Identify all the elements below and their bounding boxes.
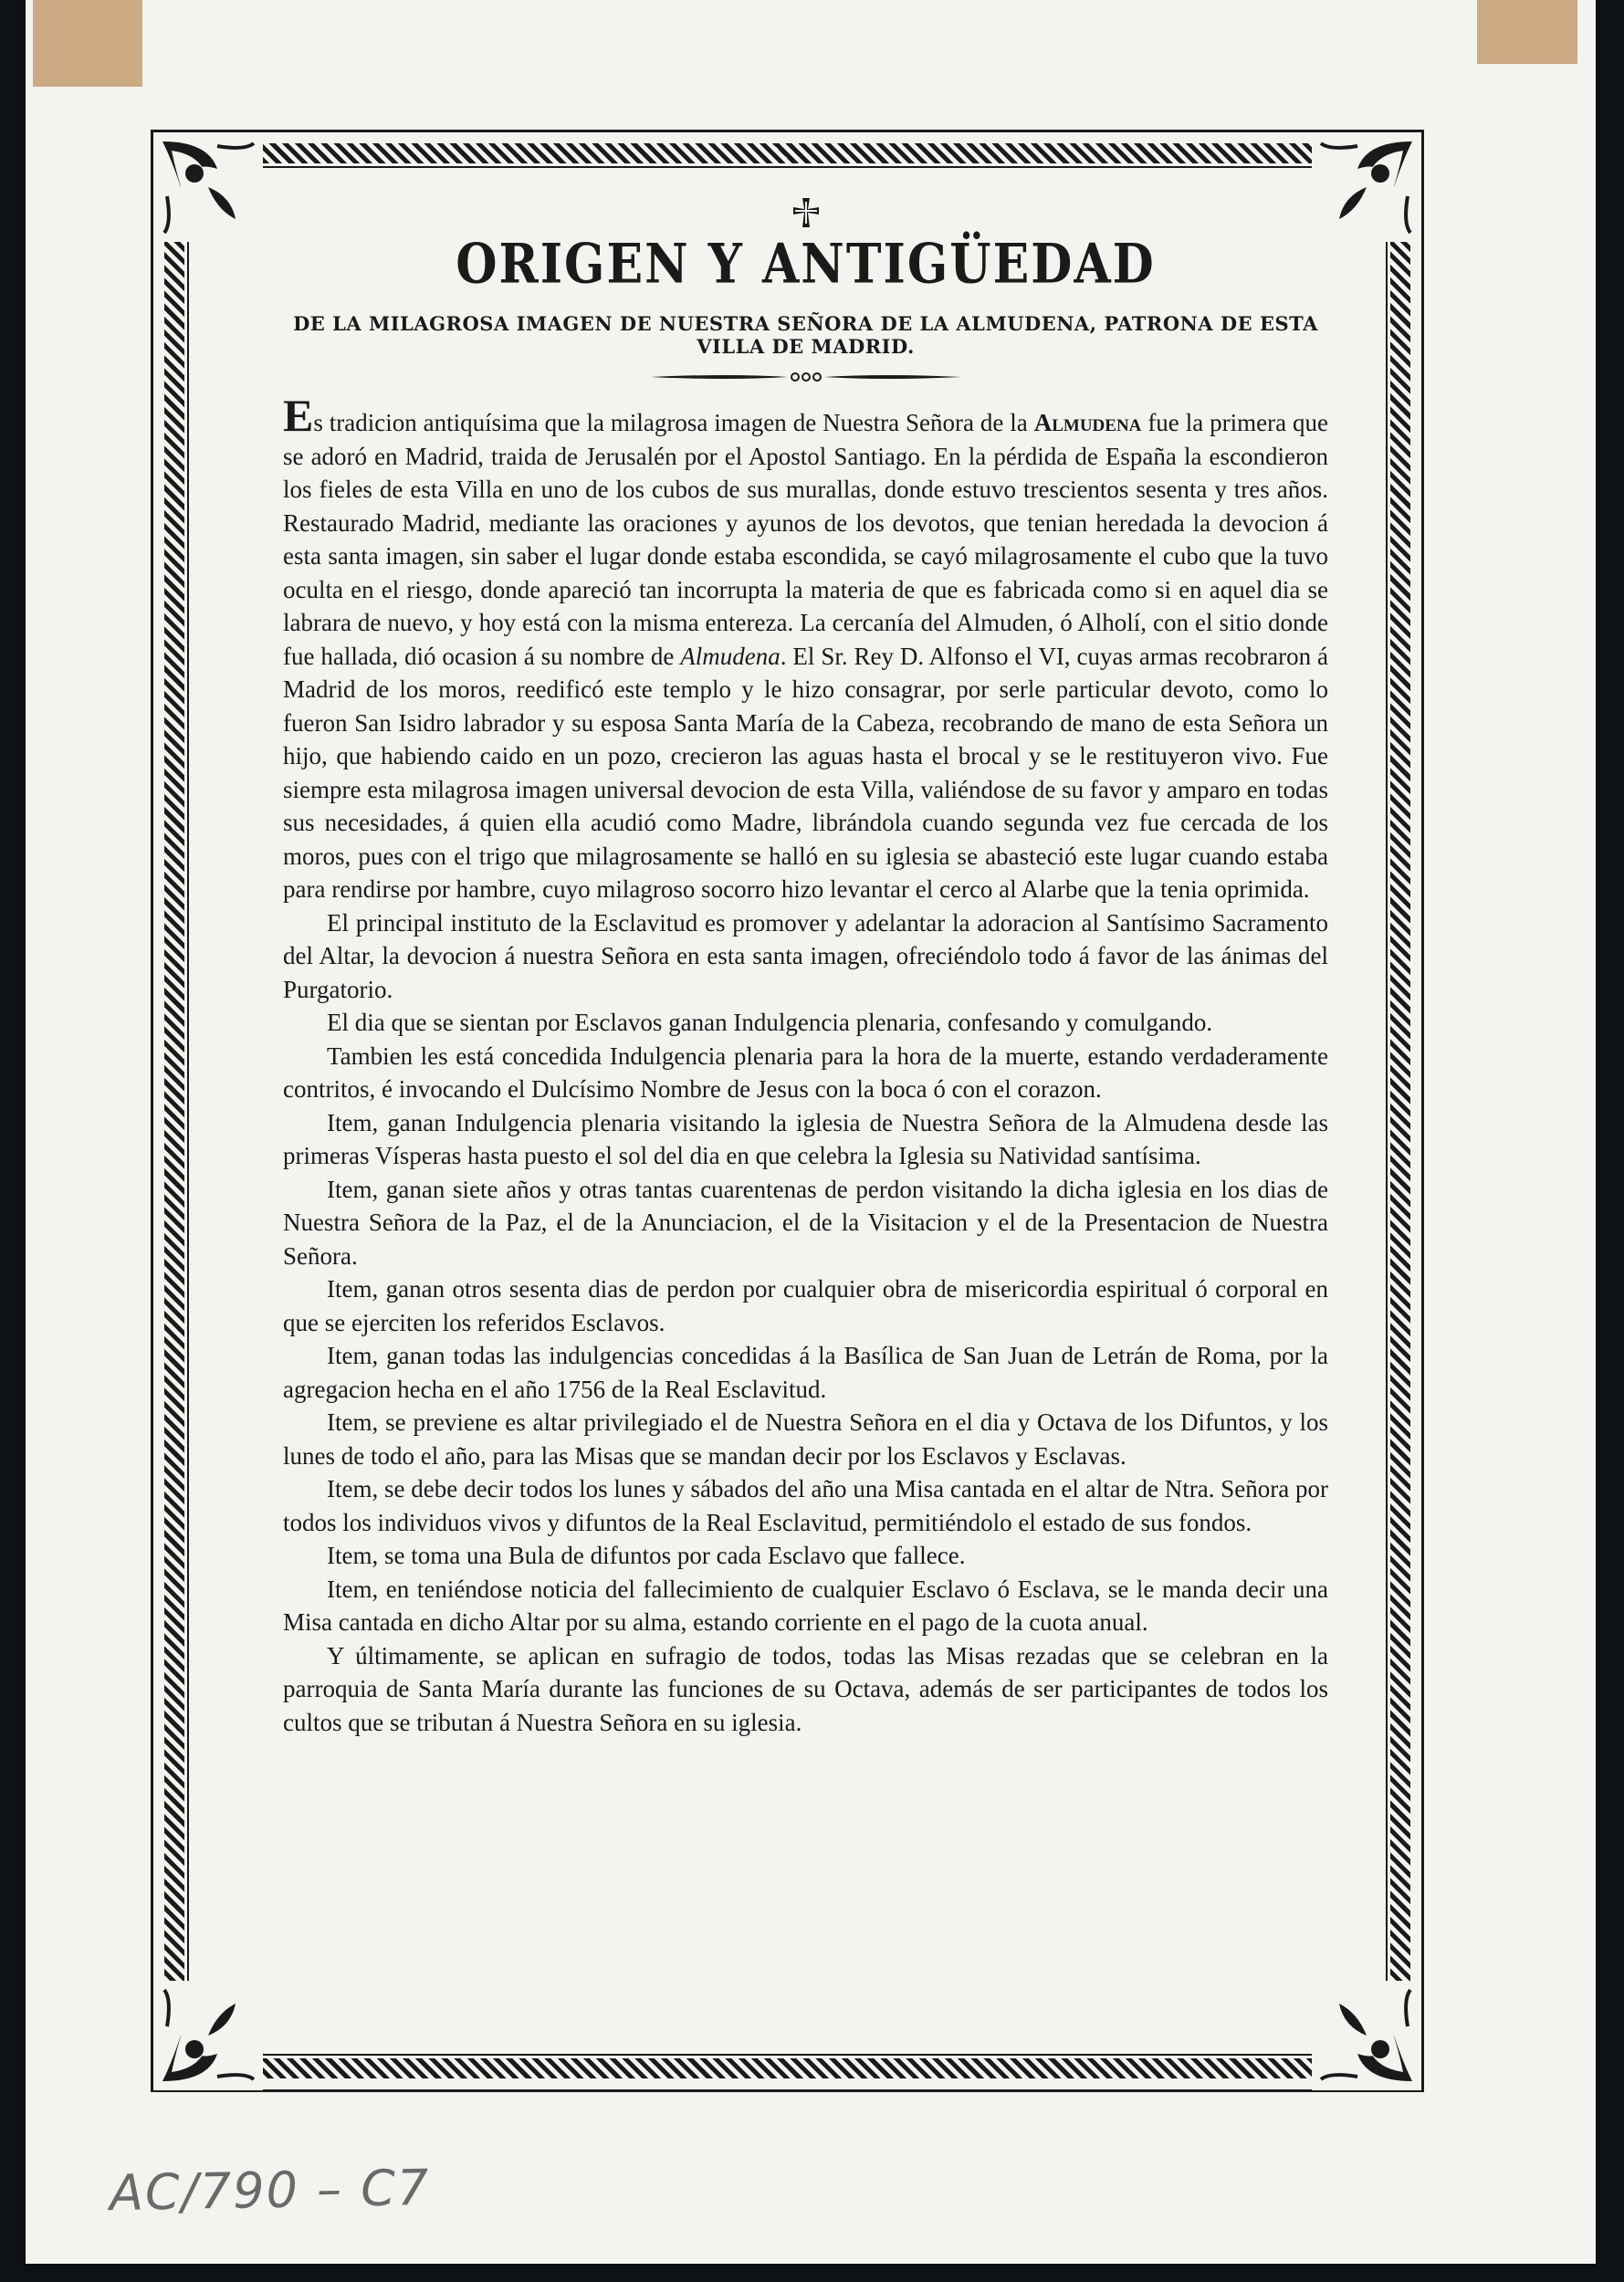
name-emphasis: Almudena — [1033, 409, 1142, 436]
document-title: ORIGEN Y ANTIGÜEDAD — [456, 232, 1156, 297]
handwritten-catalog-note: AC/790 – C7 — [109, 2158, 431, 2223]
corner-ornament-bottom-left — [153, 1981, 263, 2090]
document-body — [283, 390, 1329, 1739]
body-paragraph: Item, ganan otros sesenta dias de perdon por cualquier obra de misericordia espiritual ó corporal en que se ejerciten los referidos Esclavos. — [283, 1275, 1328, 1336]
body-paragraph: Item, se toma una Bula de difuntos por cada Esclavo que fallece. — [327, 1542, 966, 1569]
drop-cap: E — [283, 390, 314, 441]
tape-strip-right — [1477, 0, 1577, 64]
cross-pattee-icon — [790, 196, 822, 229]
paragraph-text: s tradicion antiquísima que la milagrosa imagen de Nuestra Señora de la — [313, 409, 1034, 436]
document-content — [283, 196, 1328, 1739]
name-italic: Almudena — [680, 642, 781, 670]
body-paragraph: El dia que se sientan por Esclavos ganan Indulgencia plenaria, confesando y comulgando. — [327, 1009, 1213, 1036]
body-paragraph: El principal instituto de la Esclavitud es promover y adelantar la adoracion al Santísimo Sacramento del Altar, la devocion á nuestra Señora en esta santa imagen, ofreciéndolo todo á favor de las ánimas del Purgatorio. — [283, 908, 1328, 1003]
body-paragraph: Item, ganan todas las indulgencias concedidas á la Basílica de San Juan de Letrán de Roma, por la agregacion hecha en el año 1756 de la Real Esclavitud. — [283, 1342, 1328, 1403]
ornamental-divider — [651, 371, 961, 383]
corner-ornament-top-left — [153, 132, 263, 242]
body-paragraph — [283, 390, 1329, 906]
document-subtitle: DE LA MILAGROSA IMAGEN DE NUESTRA SEÑORA DE LA ALMUDENA, PATRONA DE ESTA VILLA DE MADRID. — [293, 312, 1318, 358]
body-paragraph: Item, ganan siete años y otras tantas cuarentenas de perdon visitando la dicha iglesia en los dias de Nuestra Señora de la Paz, el de la Anunciacion, el de la Visitacion y el de la Presentacion de Nuestra Señora. — [283, 1175, 1328, 1270]
body-paragraph: Item, en teniéndose noticia del fallecimiento de cualquier Esclavo ó Esclava, se le manda decir una Misa cantada en dicho Altar por su alma, estando corriente en el pago de la cuota anual. — [283, 1575, 1328, 1636]
paragraph-text: fue la primera que se adoró en Madrid, traida de Jerusalén por el Apostol Santiago. En la pérdida de España la escondieron los fieles de esta Villa en uno de los cubos de sus murallas, donde estuvo trescientos sesenta y tres años. Restaurado Madrid, mediante las oraciones y ayunos de los devotos, que tenian heredada la devocion á esta santa imagen, sin saber el lugar donde estaba escondida, se cayó milagrosamente el cubo que la tuvo oculta en el riesgo, donde apareció tan incorrupta la materia de que es fabricada como si en aquel dia se labrara de nuevo, y hoy está con la misma entereza. La cercanía del Almuden, ó Alholí, con el sitio donde fue hallada, dió ocasion á su nombre de — [283, 409, 1328, 670]
body-paragraph: Item, se debe decir todos los lunes y sábados del año una Misa cantada en el altar de Ntra. Señora por todos los individuos vivos y difuntos de la Real Esclavitud, permitiéndolo el estado de sus fondos. — [283, 1475, 1328, 1536]
body-paragraph: Y últimamente, se aplican en sufragio de todos, todas las Misas rezadas que se celebran en la parroquia de Santa María durante las funciones de su Octava, además de ser participantes de todos los cultos que se tributan á Nuestra Señora en su iglesia. — [283, 1641, 1328, 1736]
corner-ornament-bottom-right — [1312, 1981, 1421, 2090]
corner-ornament-top-right — [1312, 132, 1421, 242]
body-paragraph: Item, ganan Indulgencia plenaria visitando la iglesia de Nuestra Señora de la Almudena desde las primeras Vísperas hasta puesto el sol del dia en que celebra la Iglesia su Natividad santísima. — [283, 1108, 1328, 1169]
paragraph-text: . El Sr. Rey D. Alfonso el VI, cuyas armas recobraron á Madrid de los moros, reedificó este templo y le hizo consagrar, por serle particular devoto, como lo fueron San Isidro labrador y su esposa Santa María de la Cabeza, recobrando de mano de esta Señora un hijo, que habiendo caido en un pozo, crecieron las aguas hasta el brocal y se le restituyeron vivo. Fue siempre esta milagrosa imagen universal devocion de esta Villa, valiéndose de su favor y amparo en todas sus necesidades, á quien ella acudió como Madre, librándola cuando segunda vez fue cercada de los moros, pues con el trigo que milagrosamente se halló en su iglesia se abasteció este lugar cuando estaba para rendirse por hambre, cuyo milagroso socorro hizo levantar el cerco al Alarbe que la tenia oprimida. — [283, 642, 1329, 903]
body-paragraph: Tambien les está concedida Indulgencia plenaria para la hora de la muerte, estando verdaderamente contritos, é invocando el Dulcísimo Nombre de Jesus con la boca ó con el corazon. — [283, 1042, 1328, 1103]
body-paragraph: Item, se previene es altar privilegiado el de Nuestra Señora en el dia y Octava de los Difuntos, y los lunes de todo el año, para las Misas que se mandan decir por los Esclavos y Esclavas. — [283, 1408, 1328, 1470]
tape-strip-left — [33, 0, 142, 87]
